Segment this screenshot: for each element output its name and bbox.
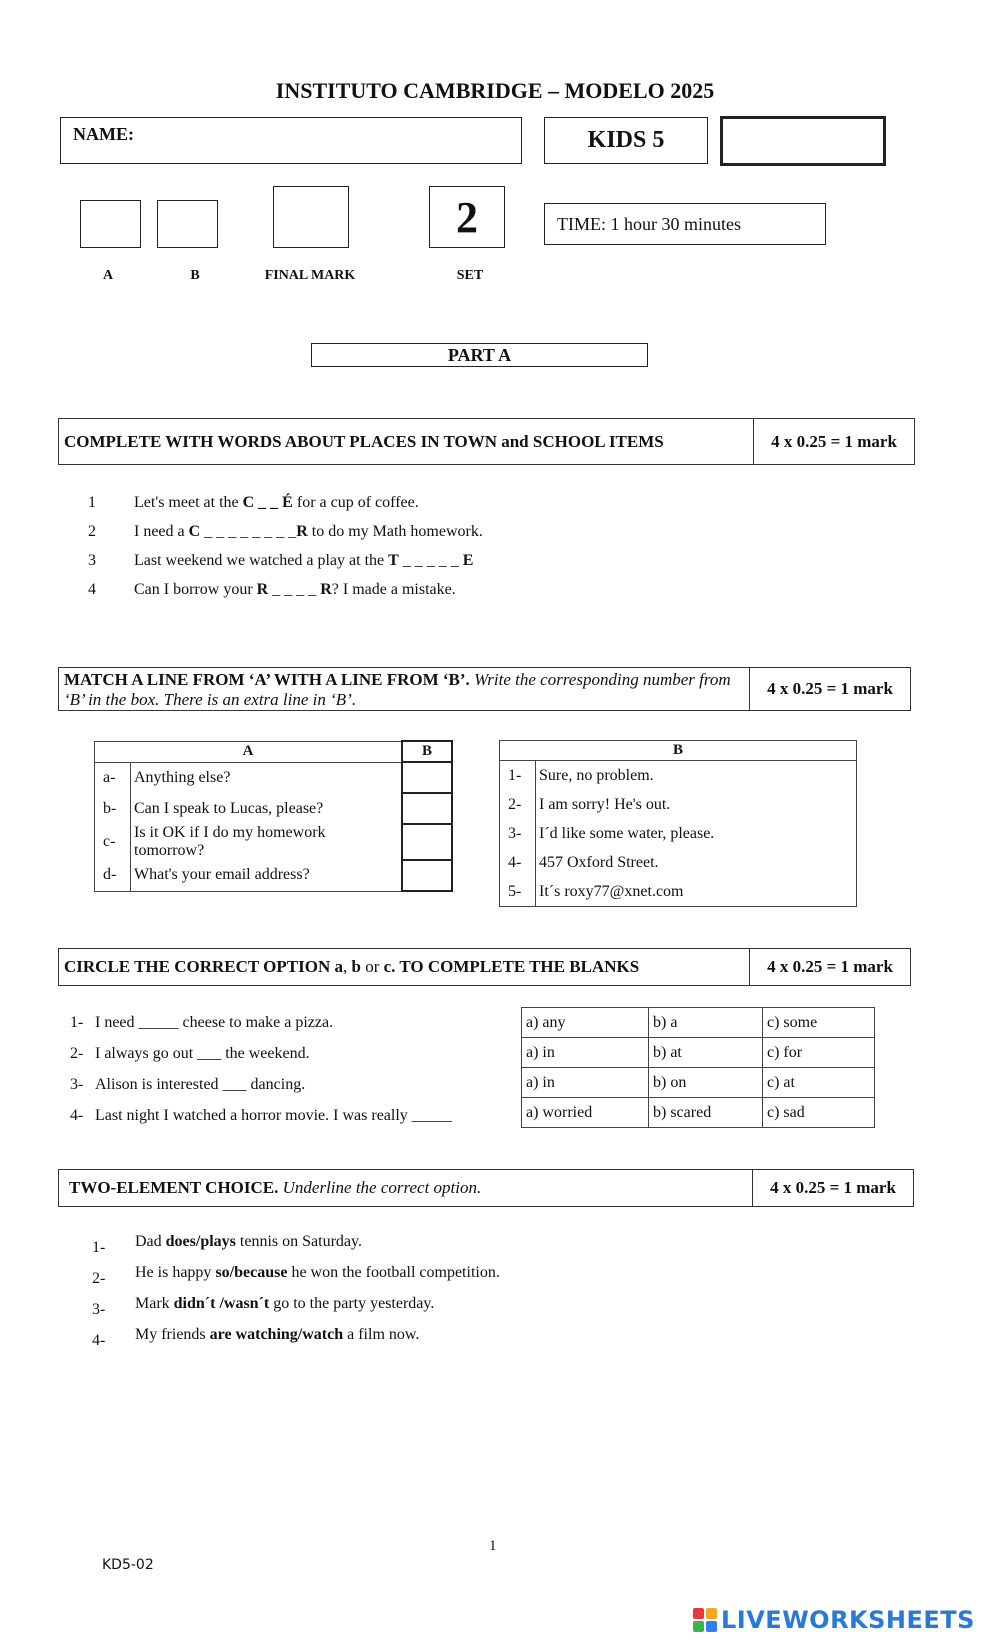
section3-instruction (59, 949, 750, 985)
part-a-heading (311, 343, 648, 367)
item-text: I need _____ cheese to make a pizza. (95, 1014, 334, 1031)
section2-marks: 4 x 0.25 = 1 mark (767, 679, 893, 698)
item-blanks[interactable]: _ _ _ _ (268, 581, 321, 598)
item-text (134, 581, 456, 599)
mark-box-b[interactable] (157, 200, 218, 248)
section4-instruction (59, 1170, 753, 1206)
label-a: A (102, 268, 114, 283)
page-number: 1 (489, 1538, 497, 1554)
item-text-post: a film now. (343, 1326, 420, 1343)
answer-box[interactable] (402, 860, 452, 891)
section2-instruction-italic: Write the corresponding number from ‘B’ in the box. There is an extra line in ‘B’. (64, 670, 731, 709)
option-b[interactable]: b) a (649, 1008, 763, 1038)
match-letter: b- (95, 793, 131, 824)
section1-instruction (59, 419, 754, 464)
item-text-pre: Last weekend we watched a play at the (134, 552, 389, 569)
item-text-pre: Mark (135, 1295, 174, 1312)
item-hint: R (256, 581, 269, 598)
section3-instruction-part2: . TO COMPLETE THE BLANKS (391, 957, 640, 976)
item-hint: T (388, 552, 399, 569)
item-text (134, 523, 483, 541)
item-text-post: go to the party yesterday. (269, 1295, 435, 1312)
match-text-a: Anything else? (134, 768, 231, 786)
options-table (521, 1007, 875, 1128)
section3-option-b: b (351, 957, 361, 976)
complete-item (88, 523, 483, 541)
match-row-a (95, 860, 453, 891)
label-set: SET (456, 268, 484, 283)
document-code: KD5-02 (102, 1557, 154, 1573)
match-row-a (95, 762, 453, 793)
logo-square-green (693, 1621, 704, 1632)
section3-separator: , (342, 957, 352, 976)
time-label: TIME: 1 hour 30 minutes (557, 213, 741, 234)
choice-options[interactable]: are watching/watch (209, 1326, 344, 1343)
match-text-b: 457 Oxford Street. (539, 853, 659, 871)
item-hint-end: R (296, 523, 308, 540)
liveworksheets-logo[interactable] (693, 1606, 975, 1634)
option-row (522, 1038, 875, 1068)
section1-instruction-text: COMPLETE WITH WORDS ABOUT PLACES IN TOWN and SCHOOL ITEMS (64, 431, 664, 451)
item-number: 3- (92, 1301, 106, 1318)
logo-square-orange (706, 1608, 717, 1619)
logo-icon (693, 1608, 717, 1632)
item-text (134, 494, 419, 512)
section1-header (58, 418, 915, 465)
match-row-b (500, 819, 857, 848)
match-letter: d- (95, 860, 131, 891)
item-number: 3- (70, 1076, 84, 1093)
option-a[interactable]: a) in (522, 1068, 649, 1098)
item-text: I always go out ___ the weekend. (95, 1045, 310, 1062)
section2-instruction-bold: MATCH A LINE FROM ‘A’ WITH A LINE FROM ‘B’. (64, 670, 470, 689)
complete-item (88, 552, 473, 570)
score-box[interactable] (720, 116, 886, 166)
item-number: 2- (92, 1270, 106, 1287)
label-b: B (190, 268, 200, 283)
option-c[interactable]: c) some (763, 1008, 875, 1038)
item-text-post: ? I made a mistake. (331, 581, 456, 598)
set-value: 2 (456, 192, 478, 242)
match-row-b (500, 790, 857, 819)
time-box (544, 203, 826, 245)
section3-option-c: c (383, 957, 392, 976)
match-number: 5- (500, 877, 536, 907)
match-row-b (500, 848, 857, 877)
item-text-pre: I need a (134, 523, 189, 540)
name-box[interactable] (60, 117, 522, 164)
set-box (429, 186, 505, 248)
section2-header (58, 667, 911, 711)
match-number: 1- (500, 761, 536, 791)
section3-option-a: a (334, 957, 343, 976)
level-label: KIDS 5 (587, 127, 665, 153)
option-b[interactable]: b) scared (649, 1098, 763, 1128)
item-text-pre: He is happy (135, 1264, 216, 1281)
match-table-b (499, 740, 857, 907)
circle-item (70, 1045, 310, 1063)
item-text-pre: My friends (135, 1326, 210, 1343)
match-row-b (500, 761, 857, 791)
item-number: 2 (88, 523, 96, 540)
underline-item (135, 1264, 500, 1282)
section1-marks: 4 x 0.25 = 1 mark (771, 431, 897, 451)
item-text-post: tennis on Saturday. (235, 1233, 362, 1250)
option-b[interactable]: b) at (649, 1038, 763, 1068)
underline-item (135, 1233, 362, 1251)
match-row-a (95, 793, 453, 824)
item-number: 1 (88, 494, 96, 511)
match-number: 4- (500, 848, 536, 877)
final-mark-box[interactable] (273, 186, 349, 248)
section4-marks: 4 x 0.25 = 1 mark (770, 1178, 896, 1197)
item-number: 4- (70, 1107, 84, 1124)
section2-instruction (59, 668, 750, 710)
section3-marks: 4 x 0.25 = 1 mark (767, 957, 893, 976)
item-text-post: for a cup of coffee. (292, 494, 419, 511)
option-c[interactable]: c) for (763, 1038, 875, 1068)
item-text-pre: Let's meet at the (134, 494, 243, 511)
underline-item (135, 1326, 419, 1344)
mark-box-a[interactable] (80, 200, 141, 248)
item-hint: C _ _ É (242, 494, 293, 511)
col-b-answer-header: B (402, 741, 452, 762)
item-hint-end: E (462, 552, 474, 569)
item-text-post: he won the football competition. (287, 1264, 500, 1281)
section4-header (58, 1169, 914, 1207)
match-text-a: What's your email address? (131, 860, 403, 891)
item-number: 3 (88, 552, 96, 569)
item-number: 1- (92, 1239, 106, 1256)
answer-box[interactable] (402, 762, 452, 793)
item-text-post: to do my Math homework. (307, 523, 483, 540)
item-text: Alison is interested ___ dancing. (95, 1076, 306, 1093)
item-text-pre: Can I borrow your (134, 581, 257, 598)
item-text (134, 552, 473, 570)
complete-item (88, 494, 419, 512)
match-text-a: Can I speak to Lucas, please? (134, 799, 324, 817)
option-a[interactable]: a) worried (522, 1098, 649, 1128)
logo-text: LIVEWORKSHEETS (721, 1606, 975, 1634)
item-text-pre: Dad (135, 1233, 166, 1250)
item-number: 4 (88, 581, 96, 598)
match-text-b: I´d like some water, please. (539, 824, 715, 842)
option-c[interactable]: c) at (763, 1068, 875, 1098)
answer-box[interactable] (402, 824, 452, 860)
option-row (522, 1008, 875, 1038)
logo-square-red (693, 1608, 704, 1619)
match-row-a (95, 824, 453, 860)
logo-square-blue (706, 1621, 717, 1632)
item-blanks[interactable]: _ _ _ _ _ _ _ _ (200, 523, 297, 540)
document-title: INSTITUTO CAMBRIDGE – MODELO 2025 (275, 78, 715, 103)
choice-options[interactable]: so/because (215, 1264, 288, 1281)
circle-item (70, 1014, 333, 1032)
answer-box[interactable] (402, 793, 452, 824)
part-a-label: PART A (447, 344, 512, 365)
match-text-b: Sure, no problem. (539, 766, 654, 784)
item-number: 2- (70, 1045, 84, 1062)
match-number: 2- (500, 790, 536, 819)
item-blanks[interactable]: _ _ _ _ _ (398, 552, 463, 569)
name-label: NAME: (73, 124, 134, 144)
item-number: 1- (70, 1014, 84, 1031)
option-c[interactable]: c) sad (763, 1098, 875, 1128)
match-text-b: It´s roxy77@xnet.com (539, 882, 684, 900)
circle-item (70, 1076, 305, 1094)
item-number: 4- (92, 1332, 106, 1349)
choice-options[interactable]: didn´t /wasn´t (173, 1295, 270, 1312)
item-hint: C (188, 523, 201, 540)
section3-header (58, 948, 911, 986)
option-row (522, 1098, 875, 1128)
section3-instruction-part1: CIRCLE THE CORRECT OPTION (64, 957, 335, 976)
item-hint-end: R (320, 581, 332, 598)
circle-item (70, 1107, 452, 1125)
section3-or: or (360, 957, 384, 976)
match-table-a (94, 740, 453, 892)
choice-options[interactable]: does/plays (165, 1233, 236, 1250)
section4-instruction-italic: Underline the correct option. (278, 1178, 482, 1197)
match-text-b: I am sorry! He's out. (539, 795, 671, 813)
complete-item (88, 581, 456, 599)
col-b-header: B (500, 741, 857, 761)
match-letter: c- (95, 824, 131, 860)
underline-item (135, 1295, 434, 1313)
level-box (544, 117, 708, 164)
option-b[interactable]: b) on (649, 1068, 763, 1098)
match-letter: a- (95, 762, 131, 793)
option-a[interactable]: a) in (522, 1038, 649, 1068)
match-number: 3- (500, 819, 536, 848)
section4-instruction-bold: TWO-ELEMENT CHOICE. (69, 1178, 279, 1197)
match-row-b (500, 877, 857, 907)
match-text-a: Is it OK if I do my homework tomorrow? (134, 824, 326, 859)
item-text: Last night I watched a horror movie. I was really _____ (95, 1107, 452, 1124)
option-row (522, 1068, 875, 1098)
option-a[interactable]: a) any (522, 1008, 649, 1038)
col-a-header: A (95, 741, 403, 762)
label-final-mark: FINAL MARK (264, 268, 356, 283)
